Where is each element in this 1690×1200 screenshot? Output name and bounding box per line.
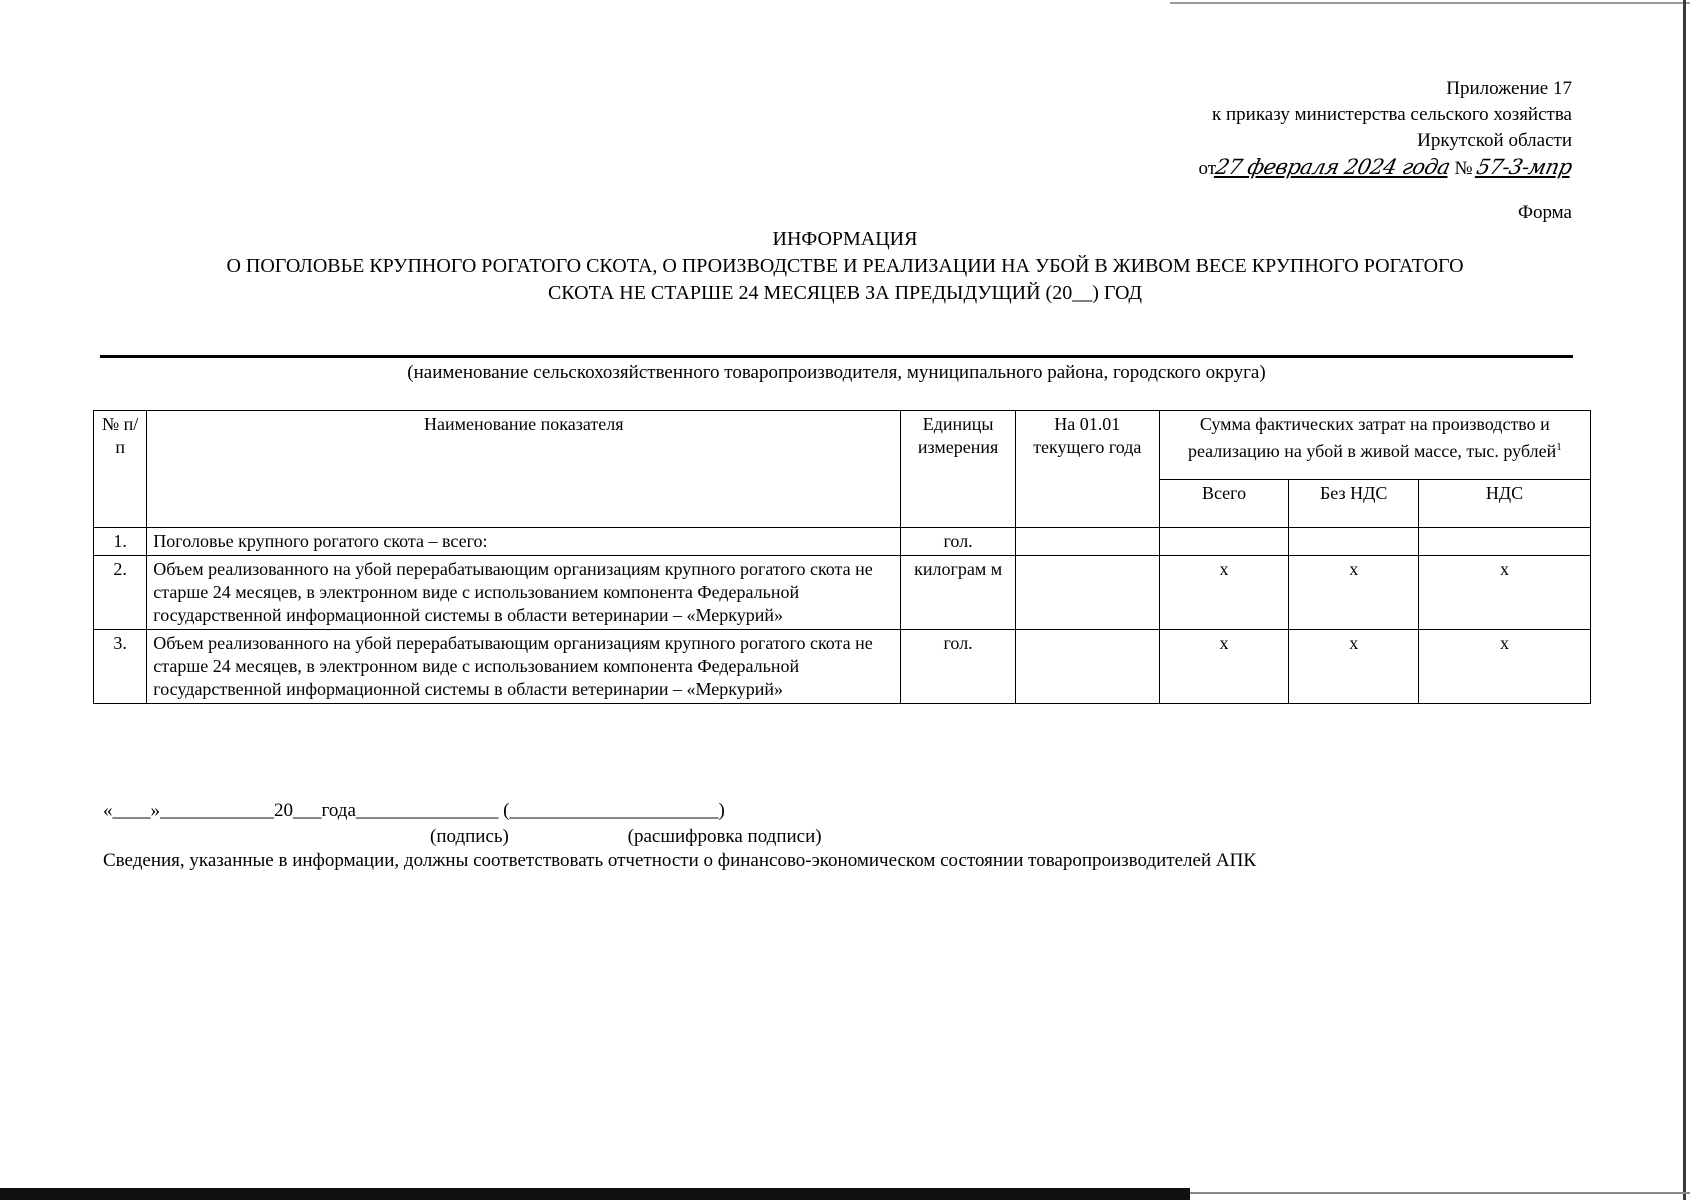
info-table [93, 410, 1591, 704]
producer-name-caption: (наименование сельскохозяйственного товаропроизводителя, муниципального района, городского округа) [407, 362, 1266, 383]
handwritten-date: 27 февраля 2024 года [1213, 155, 1453, 179]
footnote-text: Сведения, указанные в информации, должны соответствовать отчетности о финансово-экономическом состоянии товаропроизводителей АПК [103, 850, 1256, 871]
row-vat: x [1419, 630, 1591, 704]
header-total: Всего [1159, 480, 1289, 528]
header-date: На 01.01 текущего года [1015, 411, 1159, 528]
row-name: Объем реализованного на убой перерабатывающим организациям крупного рогатого скота не старше 24 месяцев, в электронном виде с использованием компонента Федеральной государственной информационной системы в области ветеринарии – «Меркурий» [147, 556, 901, 630]
producer-name-line [100, 355, 1573, 358]
scan-artifact-right-edge [1683, 0, 1686, 1200]
header-num: № п/п [94, 411, 147, 528]
form-label: Форма [1517, 202, 1572, 223]
row-unit: гол. [901, 528, 1016, 556]
row-total: x [1159, 556, 1289, 630]
signature-caption: (подпись) [430, 826, 509, 847]
region-name: Иркутской области [1417, 130, 1572, 151]
row-num: 1. [94, 528, 147, 556]
row-name: Поголовье крупного рогатого скота – всего: [147, 528, 901, 556]
row-total: x [1159, 630, 1289, 704]
signature-date-line: «____»____________20___года_______________ (______________________) [103, 800, 725, 821]
row-vat: x [1419, 556, 1591, 630]
row-num: 2. [94, 556, 147, 630]
appendix-number: Приложение 17 [1446, 78, 1572, 99]
from-label: от [1198, 158, 1217, 179]
number-label: № [1454, 158, 1473, 179]
row-unit: гол. [901, 630, 1016, 704]
title-line-1: ИНФОРМАЦИЯ [772, 228, 918, 250]
row-unit: килограм м [901, 556, 1016, 630]
title-line-2: О ПОГОЛОВЬЕ КРУПНОГО РОГАТОГО СКОТА, О ПРОИЗВОДСТВЕ И РЕАЛИЗАЦИИ НА УБОЙ В ЖИВОМ ВЕСЕ КРУПНОГО РОГАТОГО [226, 255, 1464, 277]
row-date-value [1015, 630, 1159, 704]
row-vat [1419, 528, 1591, 556]
row-num: 3. [94, 630, 147, 704]
table-row [94, 528, 1591, 556]
row-no-vat: x [1289, 630, 1419, 704]
row-no-vat [1289, 528, 1419, 556]
header-sum-footnote-mark: 1 [1556, 441, 1562, 453]
document-title [100, 226, 1590, 307]
table-row [94, 556, 1591, 630]
header-sum-text: Сумма фактических затрат на производство и реализацию на убой в живой массе, тыс. рублей [1187, 414, 1557, 461]
scan-artifact-top [1170, 2, 1690, 4]
signature-decode-caption: (расшифровка подписи) [627, 826, 822, 847]
title-line-3: СКОТА НЕ СТАРШЕ 24 МЕСЯЦЕВ ЗА ПРЕДЫДУЩИЙ (20__) ГОД [547, 282, 1143, 304]
row-date-value [1015, 528, 1159, 556]
header-name: Наименование показателя [147, 411, 901, 528]
signature-captions [430, 826, 822, 848]
header-no-vat: Без НДС [1289, 480, 1419, 528]
row-date-value [1015, 556, 1159, 630]
handwritten-number: 57-3-мпр [1474, 155, 1575, 179]
row-no-vat: x [1289, 556, 1419, 630]
scan-artifact-bottom [0, 1188, 1190, 1200]
order-reference: к приказу министерства сельского хозяйства [1212, 104, 1572, 125]
order-date-number [1052, 154, 1575, 182]
scan-artifact-bottom-line [1190, 1192, 1690, 1194]
appendix-header [1052, 76, 1575, 182]
header-sum [1159, 411, 1590, 480]
header-vat: НДС [1419, 480, 1591, 528]
table-header-row [94, 411, 1591, 480]
header-unit: Единицы измерения [901, 411, 1016, 528]
row-total [1159, 528, 1289, 556]
table-row [94, 630, 1591, 704]
row-name: Объем реализованного на убой перерабатывающим организациям крупного рогатого скота не старше 24 месяцев, в электронном виде с использованием компонента Федеральной государственной информационной системы в области ветеринарии – «Меркурий» [147, 630, 901, 704]
